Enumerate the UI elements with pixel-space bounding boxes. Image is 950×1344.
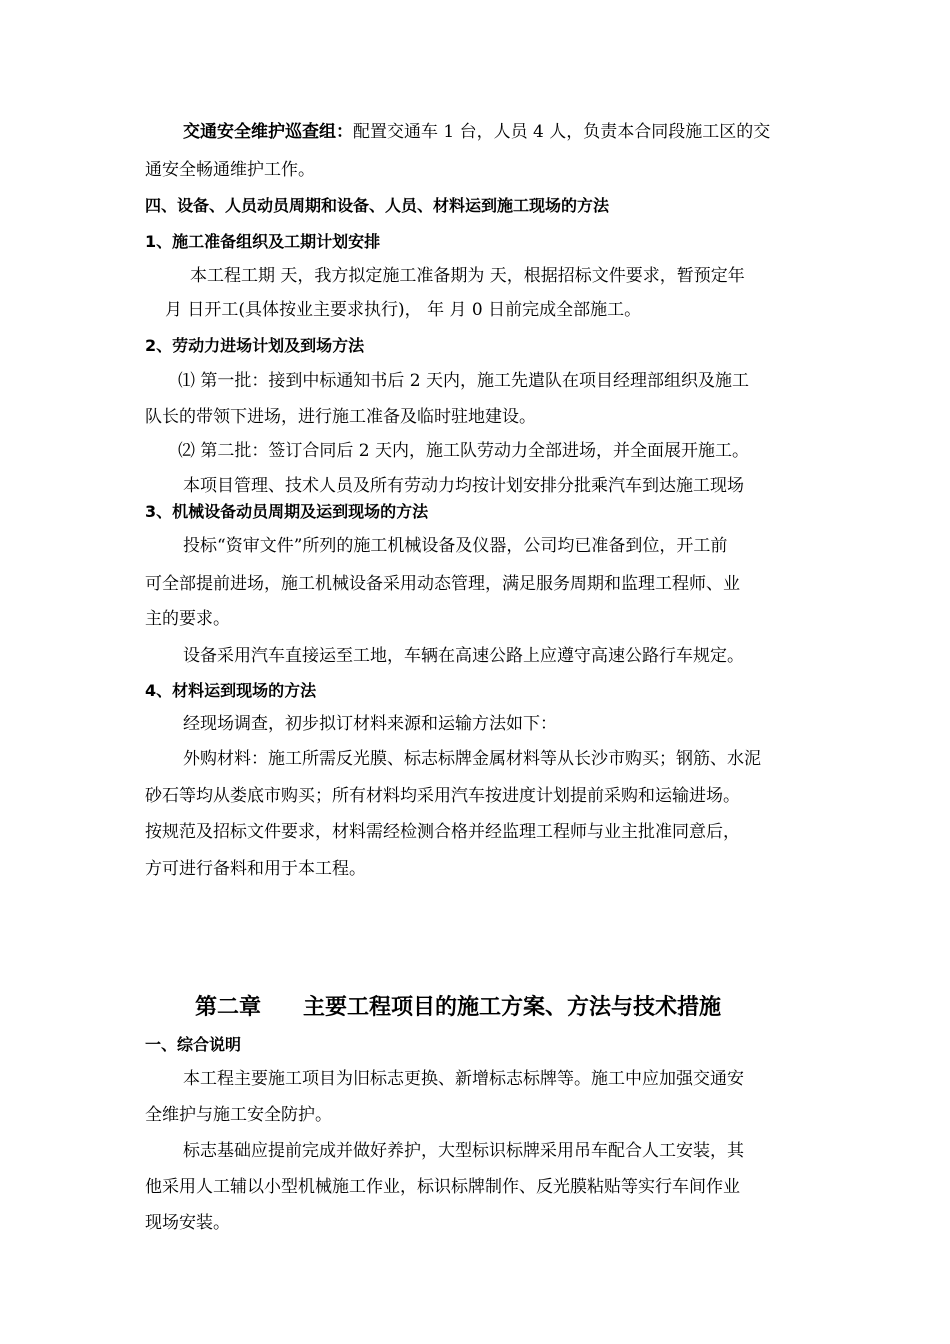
- chapter-title: 主要工程项目的施工方案、方法与技术措施: [303, 995, 722, 1020]
- traffic-patrol-lead: 交通安全维护巡查组：: [183, 122, 353, 142]
- paragraph-second-batch: ⑵ 第二批：签订合同后 2 天内，施工队劳动力全部进场，并全面展开施工。: [178, 441, 750, 461]
- paragraph-personnel: 本项目管理、技术人员及所有劳动力均按计划安排分批乘汽车到达施工现场: [183, 476, 744, 496]
- paragraph-foundation-line-3: 现场安装。: [145, 1213, 230, 1233]
- paragraph-overview-line-2: 全维护与施工安全防护。: [145, 1105, 332, 1125]
- paragraph-materials-line-3: 按规范及招标文件要求，材料需经检测合格并经监理工程师与业主批准同意后，: [145, 822, 740, 842]
- paragraph-schedule-line-1: 本工程工期 天，我方拟定施工准备期为 天，根据招标文件要求，暂预定年: [190, 266, 745, 286]
- paragraph-equipment-line-1: 投标“资审文件”所列的施工机械设备及仪器，公司均已准备到位，开工前: [183, 536, 728, 556]
- chapter-number: 第二章: [195, 995, 262, 1020]
- subheading-2: 2、劳动力进场计划及到场方法: [145, 336, 365, 355]
- paragraph-first-batch-line-1: ⑴ 第一批：接到中标通知书后 2 天内，施工先遣队在项目经理部组织及施工: [178, 371, 750, 391]
- section-heading-4: 四、设备、人员动员周期和设备、人员、材料运到施工现场的方法: [145, 196, 610, 215]
- paragraph-traffic-patrol-line-1: [183, 121, 770, 143]
- paragraph-equipment-line-3: 主的要求。: [145, 609, 230, 629]
- subheading-1: 1、施工准备组织及工期计划安排: [145, 232, 381, 251]
- chapter-section-heading-1: 一、综合说明: [145, 1035, 242, 1054]
- paragraph-materials-line-4: 方可进行备料和用于本工程。: [145, 859, 366, 879]
- paragraph-equipment-line-2: 可全部提前进场，施工机械设备采用动态管理，满足服务周期和监理工程师、业: [145, 574, 740, 594]
- paragraph-transport: 设备采用汽车直接运至工地，车辆在高速公路上应遵守高速公路行车规定。: [183, 646, 744, 666]
- subheading-4: 4、材料运到现场的方法: [145, 681, 317, 700]
- paragraph-overview-line-1: 本工程主要施工项目为旧标志更换、新增标志标牌等。施工中应加强交通安: [183, 1069, 744, 1089]
- traffic-patrol-text: 配置交通车 1 台，人员 4 人，负责本合同段施工区的交: [353, 122, 771, 142]
- subheading-3: 3、机械设备动员周期及运到现场的方法: [145, 502, 429, 521]
- paragraph-schedule-line-2: 月 日开工(具体按业主要求执行)， 年 月 0 日前完成全部施工。: [165, 300, 642, 320]
- paragraph-materials-line-2: 砂石等均从娄底市购买；所有材料均采用汽车按进度计划提前采购和运输进场。: [145, 786, 740, 806]
- paragraph-traffic-patrol-line-2: 通安全畅通维护工作。: [145, 160, 315, 180]
- paragraph-first-batch-line-2: 队长的带领下进场，进行施工准备及临时驻地建设。: [145, 407, 536, 427]
- paragraph-foundation-line-2: 他采用人工辅以小型机械施工作业，标识标牌制作、反光膜粘贴等实行车间作业: [145, 1177, 740, 1197]
- paragraph-foundation-line-1: 标志基础应提前完成并做好养护，大型标识标牌采用吊车配合人工安装，其: [183, 1141, 744, 1161]
- paragraph-survey: 经现场调查，初步拟订材料来源和运输方法如下：: [183, 714, 557, 734]
- paragraph-materials-line-1: 外购材料：施工所需反光膜、标志标牌金属材料等从长沙市购买；钢筋、水泥: [183, 749, 761, 769]
